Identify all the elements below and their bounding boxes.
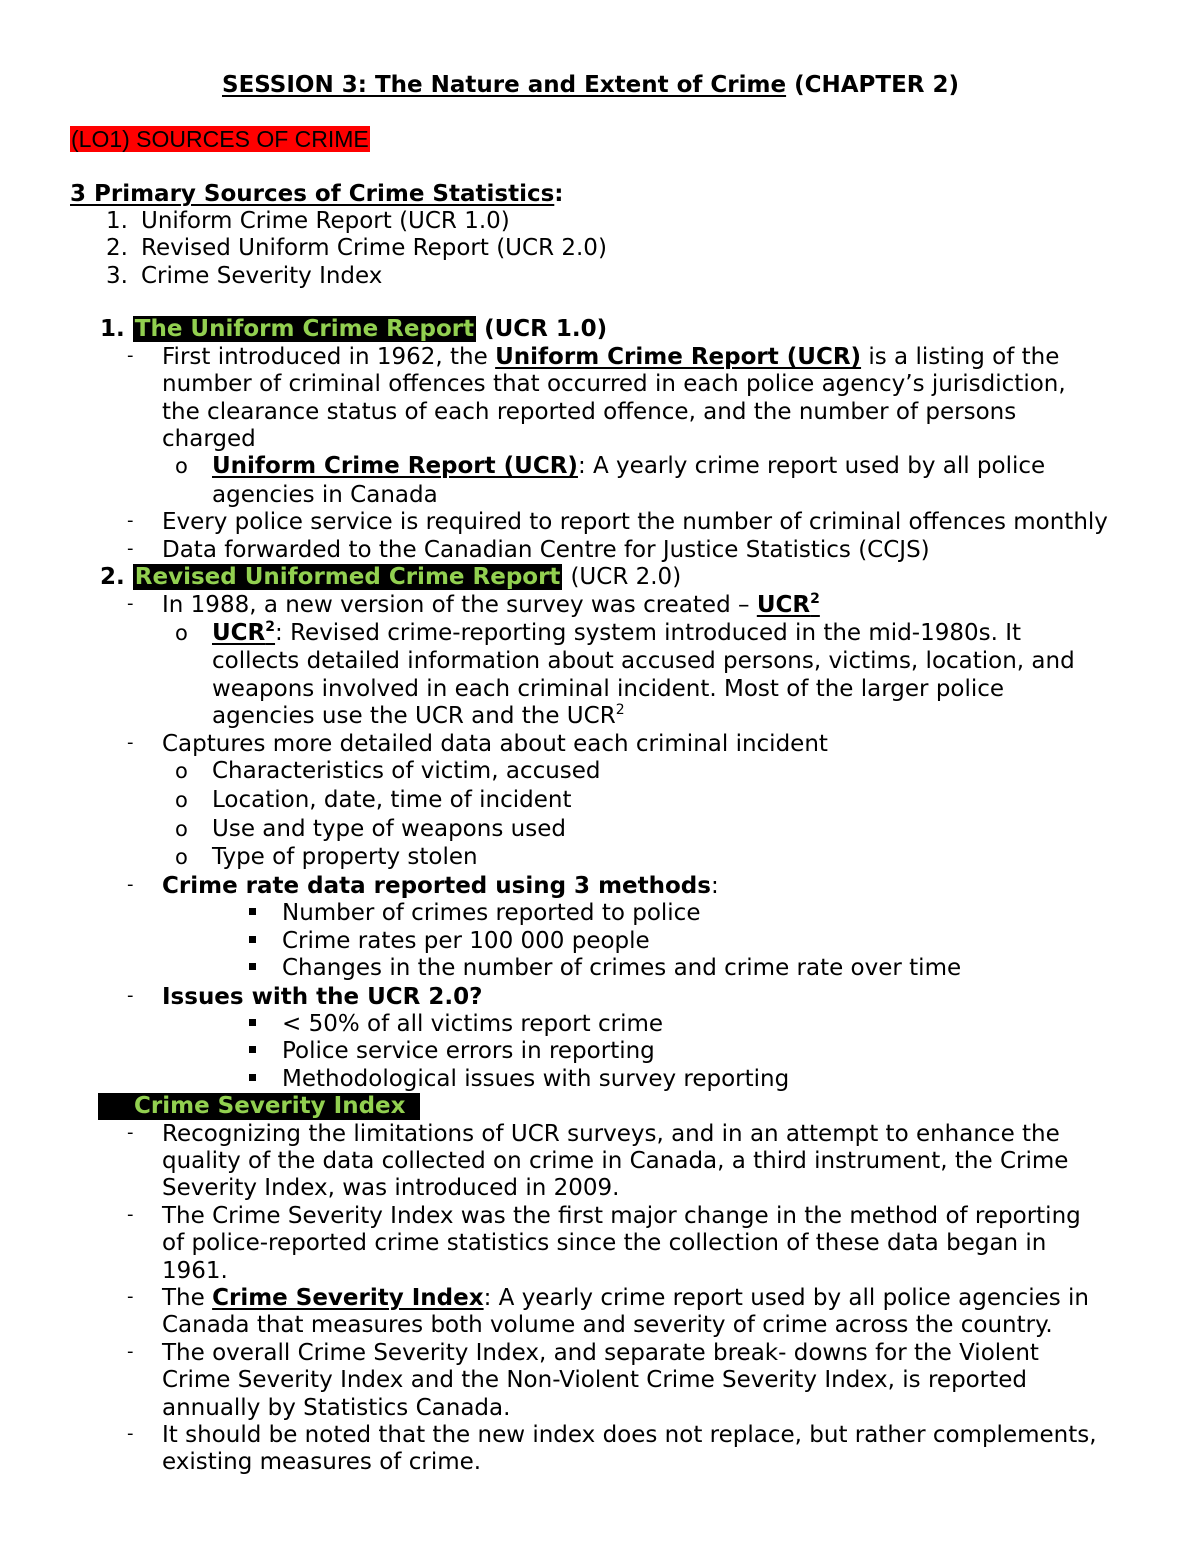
s2-b3-sub-2: Crime rates per 100 000 people [282,928,650,954]
s2-b4-sub-3: Methodological issues with survey reporting [282,1066,790,1092]
s2-sub-1-line-3: weapons involved in each criminal incident. Most of the larger police [212,676,1005,702]
s1-bullet-1-line-2: number of criminal offences that occurred in each police agency’s jurisdiction, [162,371,1066,397]
s1-sub-1-line-2: agencies in Canada [212,482,438,508]
section-2-suffix: (UCR 2.0) [570,564,682,590]
dash-marker: - [127,1122,134,1143]
s2-b3-sub-3: Changes in the number of crimes and crime rate over time [282,955,962,981]
s3-bullet-2-line-1: The Crime Severity Index was the first major change in the method of reporting [162,1203,1081,1229]
section-1-suffix: (UCR 1.0) [484,316,608,342]
section-3-title: Crime Severity Index [134,1093,406,1119]
s1-bullet-1: First introduced in 1962, the Uniform Crime Report (UCR) is a listing of the [162,344,1060,370]
dash-marker: - [127,510,134,531]
s3-bullet-4-line-2: Crime Severity Index and the Non-Violent Crime Severity Index, is reported [162,1367,1027,1393]
section-2-heading: 2. Revised Uniformed Crime Report (UCR 2.0) [100,564,682,590]
section-1-title: The Uniform Crime Report [134,316,475,342]
dash-marker: - [127,1286,134,1307]
s2-sub-1-line-2: collects detailed information about accused persons, victims, location, and [212,648,1075,674]
s2-bullet-4: Issues with the UCR 2.0? [162,984,483,1010]
section-2-title: Revised Uniformed Crime Report [134,564,561,590]
s1-bullet-1-line-3: the clearance status of each reported offence, and the number of persons [162,399,1017,425]
s3-bullet-3: The Crime Severity Index: A yearly crime report used by all police agencies in [162,1285,1089,1311]
s1-sub-1: Uniform Crime Report (UCR): A yearly crime report used by all police [212,453,1046,479]
circle-marker: o [175,454,188,478]
square-bullet [249,1046,256,1053]
primary-item-2-text: Revised Uniform Crime Report (UCR 2.0) [141,235,607,261]
s3-bullet-1-line-1: Recognizing the limitations of UCR surveys, and in an attempt to enhance the [162,1121,1060,1147]
title-main: SESSION 3: The Nature and Extent of Crime [222,72,787,98]
primary-item-3-text: Crime Severity Index [141,263,383,289]
primary-item-1-text: Uniform Crime Report (UCR 1.0) [141,208,510,234]
lo1-label: (LO1) SOURCES OF CRIME [71,126,369,152]
circle-marker: o [175,788,188,812]
circle-marker: o [175,759,188,783]
lo1-heading [70,126,370,154]
title-suffix: (CHAPTER 2) [794,72,960,98]
dash-marker: - [127,593,134,614]
s1-bullet-2: Every police service is required to report the number of criminal offences monthly [162,509,1108,535]
s2-b2-sub-1: Characteristics of victim, accused [212,758,601,784]
s3-bullet-3-line-2: Canada that measures both volume and severity of crime across the country. [162,1312,1053,1338]
square-bullet [249,908,256,915]
primary-item-3: 3. [106,263,128,289]
section-3-heading [98,1093,420,1120]
ucr-term-definition: Uniform Crime Report (UCR) [212,453,578,479]
s3-bullet-1-line-3: Severity Index, was introduced in 2009. [162,1175,620,1201]
square-bullet [249,1019,256,1026]
s2-bullet-3: Crime rate data reported using 3 methods: [162,873,719,899]
s3-bullet-2-line-2: of police-reported crime statistics since the collection of these data began in [162,1230,1047,1256]
ucr2-term-definition: UCR$^2$ [212,619,276,646]
primary-item-1: 1. [106,208,128,234]
ucr2-term: UCR$^2$ [756,591,820,618]
s2-sub-1: UCR$^2$: Revised crime-reporting system introduced in the mid-1980s. It [212,619,1022,646]
dash-marker: - [127,538,134,559]
square-bullet [249,936,256,943]
s2-bullet-1: In 1988, a new version of the survey was created – UCR$^2$ [162,591,820,618]
dash-marker: - [127,874,134,895]
circle-marker: o [175,845,188,869]
s3-bullet-5-line-2: existing measures of crime. [162,1449,482,1475]
s3-bullet-5-line-1: It should be noted that the new index does not replace, but rather complements, [162,1422,1097,1448]
dash-marker: - [127,1204,134,1225]
dash-marker: - [127,1341,134,1362]
primary-heading-text: 3 Primary Sources of Crime Statistics [70,181,555,207]
s2-b2-sub-3: Use and type of weapons used [212,816,566,842]
square-bullet [249,963,256,970]
csi-term: Crime Severity Index [212,1285,484,1311]
s3-bullet-4-line-1: The overall Crime Severity Index, and separate break- downs for the Violent [162,1340,1039,1366]
primary-item-2: 2. [106,235,128,261]
s2-sub-1-line-4: agencies use the UCR and the UCR$^2$ [212,702,625,729]
s2-b2-sub-2: Location, date, time of incident [212,787,572,813]
s1-bullet-3: Data forwarded to the Canadian Centre for Justice Statistics (CCJS) [162,537,930,563]
page-title [222,72,959,99]
s3-bullet-4-line-3: annually by Statistics Canada. [162,1395,511,1421]
s2-b4-sub-2: Police service errors in reporting [282,1038,655,1064]
square-bullet [249,1074,256,1081]
circle-marker: o [175,621,188,645]
section-1-heading: 1. The Uniform Crime Report (UCR 1.0) [100,316,608,342]
dash-marker: - [127,1423,134,1444]
s1-bullet-1-line-4: charged [162,426,256,452]
dash-marker: - [127,732,134,753]
ucr-term: Uniform Crime Report (UCR) [495,344,862,370]
dash-marker: - [127,985,134,1006]
s2-b2-sub-4: Type of property stolen [212,844,478,870]
s2-b4-sub-1: < 50% of all victims report crime [282,1011,664,1037]
s3-bullet-2-line-3: 1961. [162,1258,228,1284]
s2-b3-sub-1: Number of crimes reported to police [282,900,701,926]
s2-bullet-2: Captures more detailed data about each criminal incident [162,731,828,757]
s3-bullet-1-line-2: quality of the data collected on crime in Canada, a third instrument, the Crime [162,1148,1069,1174]
dash-marker: - [127,345,134,366]
primary-sources-heading: 3 Primary Sources of Crime Statistics: [70,181,564,207]
circle-marker: o [175,817,188,841]
